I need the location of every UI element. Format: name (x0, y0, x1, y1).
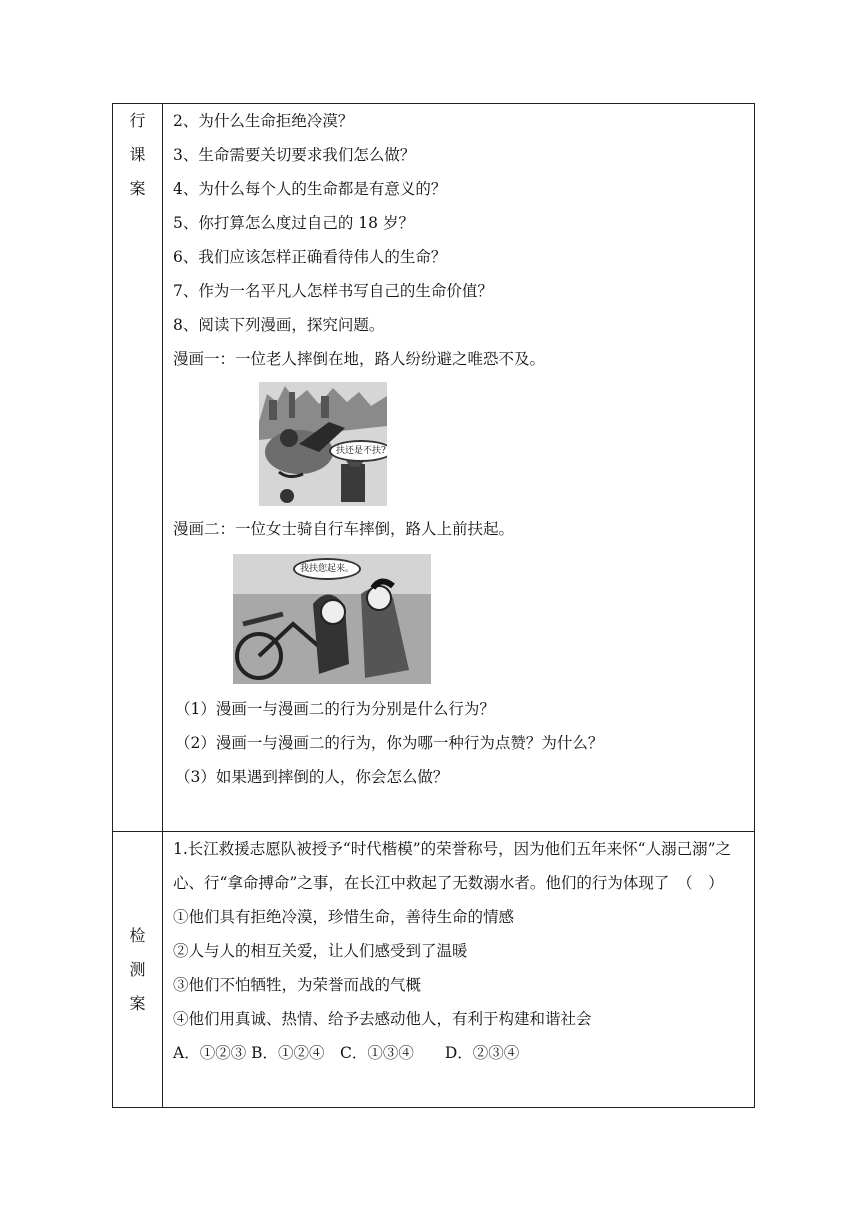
sub-question-line: （3）如果遇到摔倒的人，你会怎么做？ (175, 768, 449, 786)
label-char: 案 (129, 179, 146, 198)
comic1-caption: 漫画一：一位老人摔倒在地，路人纷纷避之唯恐不及。 (173, 350, 546, 368)
question-line: 3、生命需要关切要求我们怎么做？ (173, 146, 416, 164)
label-char: 检 (129, 925, 146, 945)
answer-choices: A．①②③ B．①②④ C．①③④ D．②③④ (173, 1044, 520, 1062)
lesson-table (112, 103, 755, 1108)
option-line: ④他们用真诚、热情、给予去感动他人，有利于构建和谐社会 (173, 1010, 592, 1028)
section-practice-label (113, 104, 163, 832)
comic-two-speech-bubble: 我扶您起来。 (293, 558, 361, 580)
section-test-label (113, 832, 163, 1108)
question-line: 5、你打算怎么度过自己的 18 岁？ (173, 214, 414, 232)
comic2-caption: 漫画二：一位女士骑自行车摔倒，路人上前扶起。 (173, 520, 515, 538)
label-char: 案 (129, 993, 146, 1013)
section-test-row (113, 832, 755, 1108)
label-char: 行 (129, 111, 146, 130)
section-practice-content (163, 104, 755, 832)
comic-one-image (259, 382, 387, 506)
option-line: ①他们具有拒绝冷漠，珍惜生命，善待生命的情感 (173, 908, 515, 926)
comic-one-speech-bubble: 扶还是不扶? (329, 440, 387, 462)
question-line: 2、为什么生命拒绝冷漠？ (173, 112, 354, 130)
question-line: 6、我们应该怎样正确看待伟人的生命？ (173, 248, 447, 266)
question-line: 4、为什么每个人的生命都是有意义的？ (173, 180, 447, 198)
sub-question-line: （1）漫画一与漫画二的行为分别是什么行为？ (175, 700, 495, 718)
comic-two-image (233, 554, 431, 684)
sub-question-line: （2）漫画一与漫画二的行为，你为哪一种行为点赞？为什么？ (175, 734, 604, 752)
label-char: 课 (129, 145, 146, 164)
question-line: 7、作为一名平凡人怎样书写自己的生命价值？ (173, 282, 493, 300)
option-line: ③他们不怕牺牲，为荣誉而战的气概 (173, 976, 422, 994)
label-char: 测 (129, 959, 146, 979)
question-line: 8、阅读下列漫画，探究问题。 (173, 316, 385, 334)
test-question: 1.长江救援志愿队被授予“时代楷模”的荣誉称号，因为他们五年来怀“人溺己溺”之心、行“拿命搏命”之事，在长江中救起了无数溺水者。他们的行为体现了 （ ） (173, 840, 731, 892)
section-practice-row (113, 104, 755, 832)
section-test-content (163, 832, 755, 1108)
option-line: ②人与人的相互关爱，让人们感受到了温暖 (173, 942, 468, 960)
